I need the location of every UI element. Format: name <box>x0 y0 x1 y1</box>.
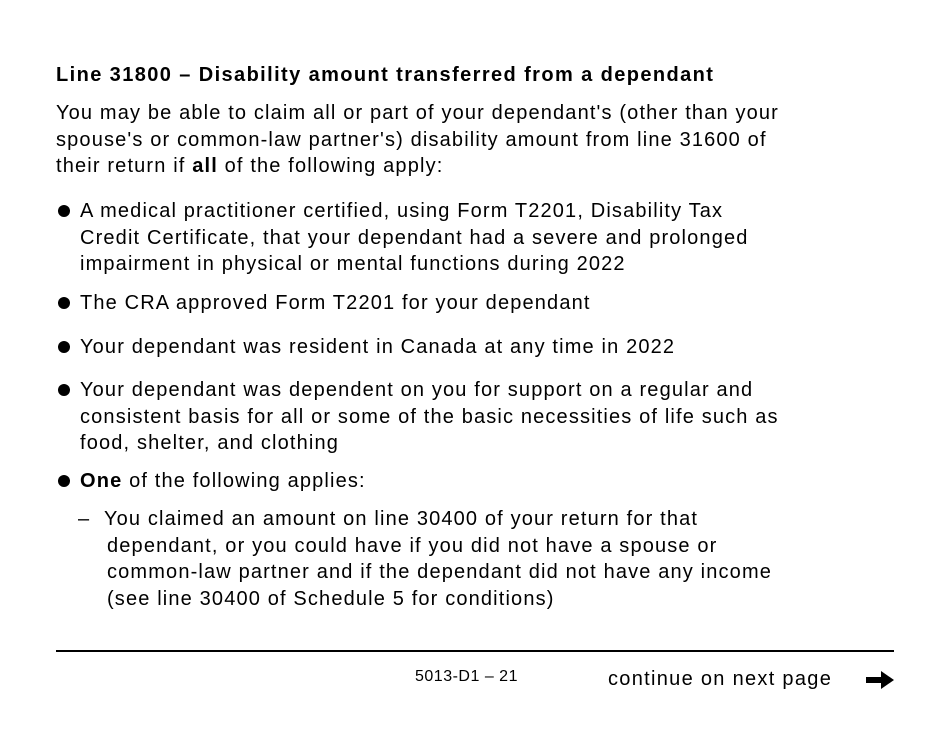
bullet-2-line-1: The CRA approved Form T2201 for your dependant <box>80 292 591 314</box>
bullet-1-line-1: A medical practitioner certified, using Form T2201, Disability Tax <box>80 200 724 222</box>
sub-line-3: common-law partner and if the dependant did not have any income <box>107 561 773 583</box>
bullet-5-emphasis: One <box>80 470 123 492</box>
bullet-text <box>80 290 591 317</box>
bullet-3-line-1: Your dependant was resident in Canada at any time in 2022 <box>80 336 676 358</box>
dash-marker: – <box>78 508 91 530</box>
bullet-text <box>80 377 779 457</box>
bullet-1-line-3: impairment in physical or mental functions during 2022 <box>80 253 626 275</box>
intro-line-1: You may be able to claim all or part of your dependant's (other than your <box>56 102 779 124</box>
bullet-icon <box>58 384 70 396</box>
bullet-4-line-1: Your dependant was dependent on you for support on a regular and <box>80 379 754 401</box>
bullet-4-line-3: food, shelter, and clothing <box>80 432 339 454</box>
bullet-text <box>80 468 366 495</box>
page-number: 5013-D1 – 21 <box>415 668 518 685</box>
intro-line-2: spouse's or common-law partner's) disability amount from line 31600 of <box>56 128 767 151</box>
section-heading: Line 31800 – Disability amount transferred from a dependant <box>56 64 715 86</box>
intro-line-3 <box>56 153 896 180</box>
bullet-4-line-2: consistent basis for all or some of the basic necessities of life such as <box>80 405 779 428</box>
sub-line-4: (see line 30400 of Schedule 5 for conditions) <box>107 587 555 610</box>
bullet-icon <box>58 297 70 309</box>
continue-link[interactable]: continue on next page <box>608 668 833 690</box>
intro-line-3-end: of the following apply: <box>217 155 444 177</box>
footer-divider <box>56 650 894 652</box>
bullet-icon <box>58 205 70 217</box>
sub-item-text <box>104 506 772 612</box>
bullet-icon <box>58 341 70 353</box>
bullet-5-line-1 <box>80 468 366 495</box>
bullet-5-rest: of the following applies: <box>122 470 366 492</box>
bullet-icon <box>58 475 70 487</box>
bullet-text <box>80 198 749 278</box>
intro-line-3-start: their return if <box>56 155 193 177</box>
sub-line-2: dependant, or you could have if you did not have a spouse or <box>107 534 718 557</box>
intro-paragraph <box>56 100 896 180</box>
intro-emphasis-all: all <box>192 155 218 177</box>
sub-line-1: You claimed an amount on line 30400 of your return for that <box>104 508 699 530</box>
bullet-text <box>80 334 675 361</box>
document-page <box>56 0 896 733</box>
bullet-1-line-2: Credit Certificate, that your dependant had a severe and prolonged <box>80 226 749 249</box>
right-arrow-icon[interactable] <box>864 668 896 692</box>
